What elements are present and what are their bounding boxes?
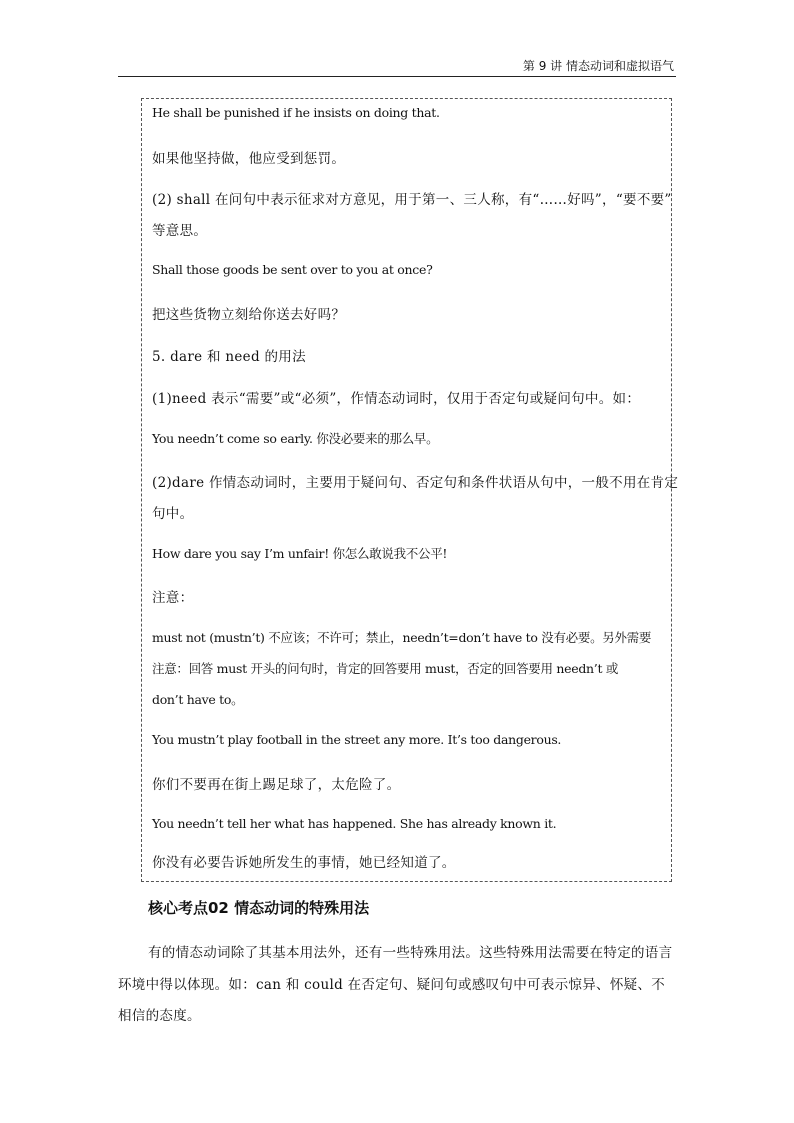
example-sentence: You needn’t tell her what has happened. She has already known it. [152,816,557,831]
subheading: 5. dare 和 need 的用法 [152,349,306,365]
rule-text: (2) shall 在问句中表示征求对方意见，用于第一、三人称，有“……好吗”，“要不要” [152,192,672,208]
rule-text: 等意思。 [152,223,208,239]
note-label: 注意： [152,590,194,606]
paragraph-line: 环境中得以体现。如：can 和 could 在否定句、疑问句或感叹句中可表示惊异、怀疑、不 [118,977,666,993]
page-header [118,56,676,77]
rule-text: (1)need 表示“需要”或“必须”，作情态动词时，仅用于否定句或疑问句中。如： [152,391,641,407]
translation: 你们不要再在街上踢足球了，太危险了。 [152,777,401,793]
rule-text: 句中。 [152,506,194,522]
rule-text: don’t have to。 [152,692,244,707]
translation: 如果他坚持做，他应受到惩罚。 [152,151,346,167]
example-sentence: He shall be punished if he insists on doing that. [152,105,440,120]
rule-text: must not (mustn’t) 不应该；不许可；禁止，needn’t=don’t have to 没有必要。另外需要 [152,630,652,645]
paragraph-line: 有的情态动词除了其基本用法外，还有一些特殊用法。这些特殊用法需要在特定的语言 [148,945,673,961]
translation: 把这些货物立刻给你送去好吗？ [152,307,346,323]
example-sentence: You needn’t come so early. 你没必要来的那么早。 [152,431,439,446]
rule-text: 注意：回答 must 开头的问句时，肯定的回答要用 must，否定的回答要用 needn’t 或 [152,661,619,676]
notes-box [141,98,679,882]
example-sentence: You mustn’t play football in the street any more. It’s too dangerous. [152,732,562,747]
section-title: 核心考点02 情态动词的特殊用法 [148,899,370,917]
translation: 你没有必要告诉她所发生的事情，她已经知道了。 [152,855,456,871]
example-sentence: How dare you say I’m unfair! 你怎么敢说我不公平! [152,546,448,561]
example-sentence: Shall those goods be sent over to you at once? [152,262,433,277]
rule-text: (2)dare 作情态动词时，主要用于疑问句、否定句和条件状语从句中，一般不用在肯定 [152,475,679,491]
header-title: 第 9 讲 情态动词和虚拟语气 [522,59,674,73]
paragraph-line: 相信的态度。 [118,1008,201,1024]
